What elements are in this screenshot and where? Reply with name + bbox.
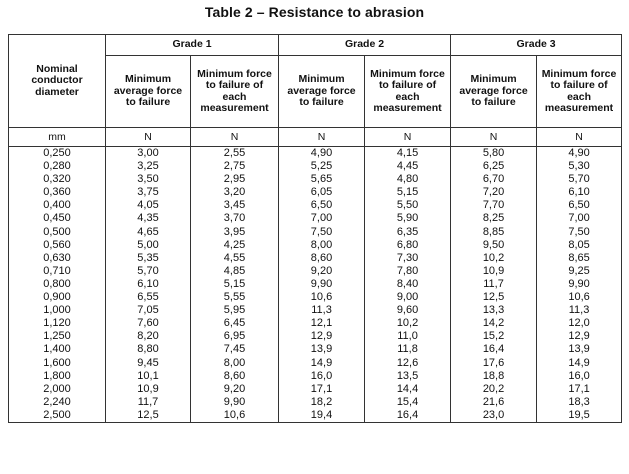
cell-value: 12,9 — [310, 330, 333, 343]
cell-value: 0,320 — [43, 173, 71, 186]
cell-value: 13,3 — [482, 304, 505, 317]
table-row-group — [9, 278, 622, 343]
cell-value: 5,30 — [568, 160, 590, 173]
cell-g3-each — [537, 212, 622, 277]
cell-value: 7,00 — [310, 212, 333, 225]
cell-value: 7,50 — [310, 225, 333, 238]
unit-g3-avg: N — [451, 128, 537, 147]
cell-value: 9,20 — [310, 264, 333, 277]
cell-diameter — [9, 212, 106, 277]
cell-value: 5,15 — [396, 186, 419, 199]
cell-value: 17,1 — [310, 382, 333, 395]
cell-diameter — [9, 409, 106, 423]
cell-value: 6,25 — [482, 160, 505, 173]
cell-value: 6,50 — [568, 199, 590, 212]
cell-g3-each — [537, 278, 622, 343]
cell-diameter — [9, 278, 106, 343]
cell-value: 4,55 — [223, 251, 246, 264]
cell-value: 2,000 — [43, 382, 71, 395]
cell-value: 4,90 — [310, 147, 333, 159]
cell-value: 8,60 — [310, 251, 333, 264]
header-nominal-diameter: Nominal conductor diameter — [9, 35, 106, 128]
cell-value: 13,9 — [310, 343, 333, 356]
cell-value: 9,60 — [396, 304, 419, 317]
header-g2-min-each: Minimum force to failure of each measurement — [365, 56, 451, 128]
cell-value: 14,9 — [310, 356, 333, 369]
cell-value: 4,90 — [568, 147, 590, 159]
table-row-group — [9, 147, 622, 213]
cell-value: 14,2 — [482, 317, 505, 330]
unit-g1-avg: N — [106, 128, 191, 147]
cell-value: 0,900 — [43, 291, 71, 304]
cell-value: 8,00 — [310, 238, 333, 251]
cell-value: 4,45 — [396, 160, 419, 173]
cell-value: 0,630 — [43, 251, 71, 264]
cell-value: 16,4 — [482, 343, 505, 356]
cell-g2-avg — [279, 409, 365, 423]
cell-value: 3,45 — [223, 199, 246, 212]
cell-g3-avg — [451, 343, 537, 408]
cell-value: 6,80 — [396, 238, 419, 251]
cell-value: 8,00 — [223, 356, 246, 369]
cell-g3-avg — [451, 147, 537, 213]
cell-g1-each — [191, 212, 279, 277]
cell-value: 4,05 — [137, 199, 159, 212]
cell-value: 9,00 — [396, 291, 419, 304]
unit-g1-each: N — [191, 128, 279, 147]
cell-value: 20,2 — [482, 382, 505, 395]
cell-g1-each — [191, 147, 279, 213]
cell-value: 9,90 — [310, 277, 333, 290]
cell-value: 14,9 — [568, 356, 590, 369]
cell-value: 8,65 — [568, 251, 590, 264]
cell-value: 4,35 — [137, 212, 159, 225]
cell-value: 6,70 — [482, 173, 505, 186]
cell-value: 9,45 — [137, 356, 159, 369]
cell-value: 15,2 — [482, 330, 505, 343]
cell-value: 5,70 — [137, 264, 159, 277]
cell-g1-each — [191, 409, 279, 423]
cell-value: 5,80 — [482, 147, 505, 159]
cell-value: 18,3 — [568, 395, 590, 408]
cell-value: 8,85 — [482, 225, 505, 238]
cell-g3-avg — [451, 409, 537, 423]
units-row — [9, 128, 622, 147]
cell-value: 10,1 — [137, 369, 159, 382]
cell-value: 5,35 — [137, 251, 159, 264]
cell-value: 2,240 — [43, 395, 71, 408]
cell-value: 10,2 — [482, 251, 505, 264]
table-row-group — [9, 343, 622, 408]
cell-g3-each — [537, 147, 622, 213]
cell-value: 3,25 — [137, 160, 159, 173]
cell-g1-avg — [106, 147, 191, 213]
cell-value: 3,00 — [137, 147, 159, 159]
cell-g3-each — [537, 409, 622, 423]
cell-value: 8,05 — [568, 238, 590, 251]
cell-g1-avg — [106, 343, 191, 408]
cell-value: 12,5 — [482, 291, 505, 304]
cell-value: 6,55 — [137, 291, 159, 304]
cell-value: 9,90 — [568, 277, 590, 290]
cell-value: 9,90 — [223, 395, 246, 408]
cell-value: 17,6 — [482, 356, 505, 369]
cell-value: 0,280 — [43, 160, 71, 173]
cell-value: 16,0 — [568, 369, 590, 382]
cell-g1-each — [191, 343, 279, 408]
header-grade-1: Grade 1 — [106, 35, 279, 56]
cell-value: 6,35 — [396, 225, 419, 238]
cell-value: 16,0 — [310, 369, 333, 382]
cell-value: 15,4 — [396, 395, 419, 408]
cell-value: 11,3 — [311, 304, 332, 317]
cell-value: 9,25 — [568, 264, 590, 277]
cell-g1-avg — [106, 409, 191, 423]
cell-value: 7,70 — [482, 199, 505, 212]
cell-value: 6,10 — [137, 277, 159, 290]
cell-value: 9,50 — [482, 238, 505, 251]
cell-value: 10,9 — [137, 382, 159, 395]
cell-value: 0,250 — [43, 147, 71, 159]
cell-value: 3,20 — [223, 186, 246, 199]
cell-value: 23,0 — [482, 408, 505, 421]
table-row-group — [9, 212, 622, 277]
cell-value: 1,000 — [43, 304, 71, 317]
cell-value: 17,1 — [568, 382, 590, 395]
cell-value: 0,500 — [43, 225, 71, 238]
cell-value: 19,5 — [568, 408, 590, 421]
cell-value: 12,1 — [310, 317, 333, 330]
cell-g3-avg — [451, 212, 537, 277]
cell-value: 1,600 — [43, 356, 71, 369]
cell-value: 11,0 — [397, 330, 418, 343]
cell-value: 7,60 — [137, 317, 159, 330]
cell-diameter — [9, 147, 106, 213]
unit-g2-avg: N — [279, 128, 365, 147]
cell-value: 8,60 — [223, 369, 246, 382]
table-title: Table 2 – Resistance to abrasion — [204, 4, 425, 20]
cell-g2-each — [365, 343, 451, 408]
cell-value: 7,00 — [568, 212, 590, 225]
cell-value: 1,120 — [43, 317, 71, 330]
cell-value: 18,8 — [482, 369, 505, 382]
cell-value: 5,55 — [223, 291, 246, 304]
cell-value: 3,75 — [137, 186, 159, 199]
cell-value: 0,400 — [43, 199, 71, 212]
cell-g2-avg — [279, 147, 365, 213]
cell-value: 11,8 — [397, 343, 418, 356]
cell-value: 3,95 — [223, 225, 246, 238]
cell-g2-avg — [279, 212, 365, 277]
cell-value: 2,75 — [223, 160, 246, 173]
cell-value: 11,7 — [137, 395, 159, 408]
abrasion-table — [8, 34, 622, 423]
cell-value: 4,15 — [396, 147, 419, 159]
cell-value: 6,50 — [310, 199, 333, 212]
cell-g1-each — [191, 278, 279, 343]
cell-value: 3,70 — [223, 212, 246, 225]
cell-value: 10,2 — [396, 317, 419, 330]
header-g3-min-each: Minimum force to failure of each measurement — [537, 56, 622, 128]
cell-value: 19,4 — [310, 408, 333, 421]
cell-value: 1,800 — [43, 369, 71, 382]
cell-value: 0,560 — [43, 238, 71, 251]
cell-value: 12,0 — [568, 317, 590, 330]
cell-value: 7,05 — [137, 304, 159, 317]
cell-value: 18,2 — [310, 395, 333, 408]
header-g1-min-average: Minimum average force to failure — [106, 56, 191, 128]
cell-g2-each — [365, 409, 451, 423]
cell-value: 5,90 — [396, 212, 419, 225]
cell-value: 12,6 — [396, 356, 419, 369]
cell-value: 7,80 — [396, 264, 419, 277]
table-row-group — [9, 409, 622, 423]
cell-value: 4,65 — [137, 225, 159, 238]
cell-value: 9,20 — [223, 382, 246, 395]
cell-value: 0,710 — [43, 264, 71, 277]
cell-g2-avg — [279, 343, 365, 408]
cell-value: 4,25 — [223, 238, 246, 251]
cell-value: 21,6 — [482, 395, 505, 408]
cell-value: 11,7 — [483, 277, 504, 290]
header-g3-min-average: Minimum average force to failure — [451, 56, 537, 128]
cell-value: 11,3 — [568, 304, 590, 317]
cell-g2-each — [365, 212, 451, 277]
cell-value: 12,9 — [568, 330, 590, 343]
unit-diameter: mm — [9, 128, 106, 147]
cell-value: 2,500 — [43, 408, 71, 421]
header-g2-min-average: Minimum average force to failure — [279, 56, 365, 128]
cell-value: 6,45 — [223, 317, 246, 330]
cell-value: 13,9 — [568, 343, 590, 356]
cell-value: 7,30 — [396, 251, 419, 264]
cell-value: 2,95 — [223, 173, 246, 186]
cell-value: 0,360 — [43, 186, 71, 199]
cell-diameter — [9, 343, 106, 408]
cell-value: 12,5 — [137, 408, 159, 421]
cell-g1-avg — [106, 278, 191, 343]
cell-value: 5,15 — [223, 277, 246, 290]
cell-value: 10,6 — [568, 291, 590, 304]
cell-value: 7,45 — [223, 343, 246, 356]
cell-g1-avg — [106, 212, 191, 277]
cell-value: 5,65 — [310, 173, 333, 186]
cell-value: 5,50 — [396, 199, 419, 212]
cell-g2-each — [365, 278, 451, 343]
cell-value: 3,50 — [137, 173, 159, 186]
cell-value: 8,25 — [482, 212, 505, 225]
cell-value: 2,55 — [223, 147, 246, 159]
cell-value: 1,400 — [43, 343, 71, 356]
cell-value: 8,20 — [137, 330, 159, 343]
header-grade-3: Grade 3 — [451, 35, 622, 56]
cell-value: 1,250 — [43, 330, 71, 343]
cell-value: 16,4 — [396, 408, 419, 421]
unit-g2-each: N — [365, 128, 451, 147]
cell-value: 13,5 — [396, 369, 419, 382]
cell-value: 7,20 — [482, 186, 505, 199]
cell-value: 6,10 — [568, 186, 590, 199]
cell-value: 5,95 — [223, 304, 246, 317]
cell-value: 10,6 — [223, 408, 246, 421]
cell-value: 7,50 — [568, 225, 590, 238]
cell-value: 4,85 — [223, 264, 246, 277]
cell-value: 5,25 — [310, 160, 333, 173]
header-grade-2: Grade 2 — [279, 35, 451, 56]
cell-value: 4,80 — [396, 173, 419, 186]
cell-g2-each — [365, 147, 451, 213]
cell-g3-each — [537, 343, 622, 408]
cell-value: 8,80 — [137, 343, 159, 356]
cell-value: 10,6 — [310, 291, 333, 304]
cell-value: 6,95 — [223, 330, 246, 343]
cell-g3-avg — [451, 278, 537, 343]
cell-g2-avg — [279, 278, 365, 343]
cell-value: 5,70 — [568, 173, 590, 186]
cell-value: 8,40 — [396, 277, 419, 290]
cell-value: 0,800 — [43, 277, 71, 290]
unit-g3-each: N — [537, 128, 622, 147]
cell-value: 6,05 — [310, 186, 333, 199]
cell-value: 5,00 — [137, 238, 159, 251]
cell-value: 0,450 — [43, 212, 71, 225]
cell-value: 10,9 — [482, 264, 505, 277]
cell-value: 14,4 — [396, 382, 419, 395]
header-g1-min-each: Minimum force to failure of each measurement — [191, 56, 279, 128]
